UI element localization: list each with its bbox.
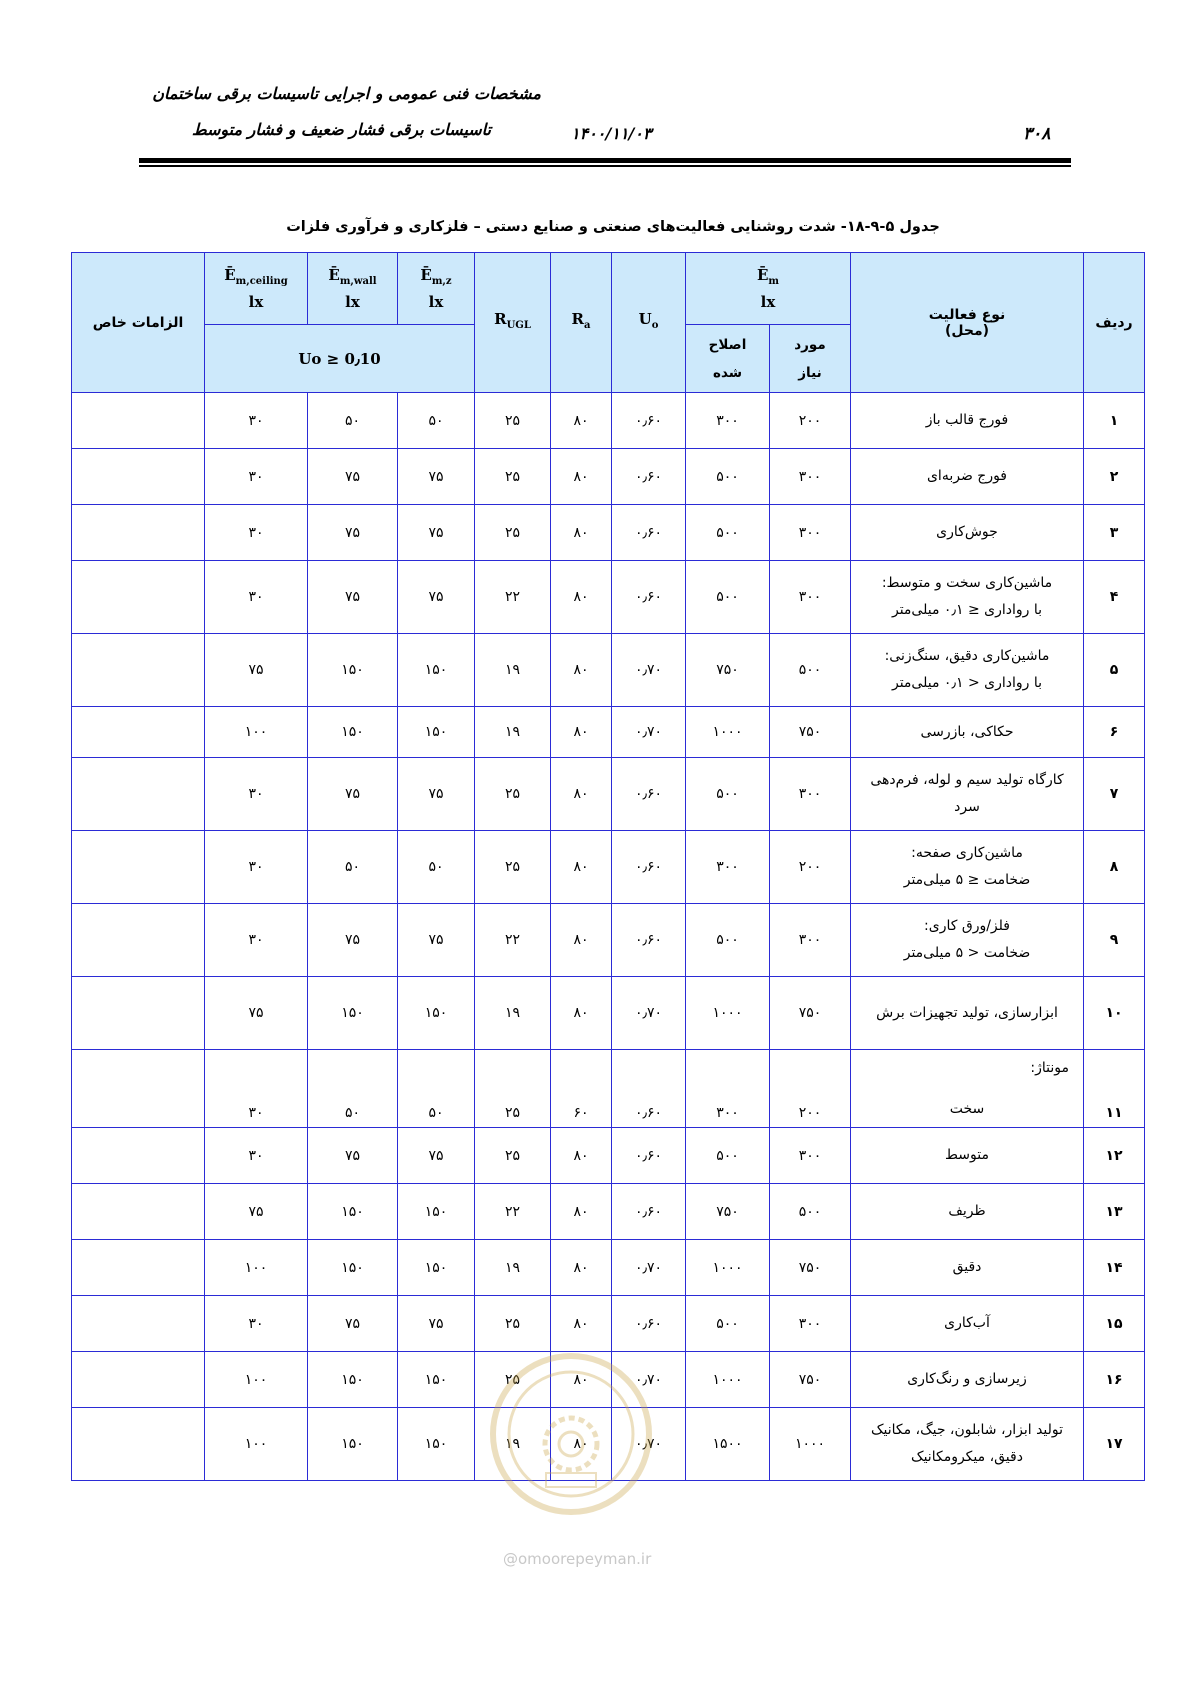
activity-cell xyxy=(851,393,1084,449)
activity-line1: ماشین‌کاری صفحه: xyxy=(911,845,1023,861)
table-row xyxy=(72,1240,1145,1296)
col-rugl-header: $R_{UGL}$ xyxy=(475,253,551,393)
table-row xyxy=(72,449,1145,505)
emz-value: ۵۰ xyxy=(398,1050,475,1128)
rugl-value: ۱۹ xyxy=(475,977,551,1050)
emz-value: ۷۵ xyxy=(398,505,475,561)
uo-value: ۰٫۷۰ xyxy=(612,1240,686,1296)
emceiling-value: ۳۰ xyxy=(205,561,308,634)
watermark-site-text: @omoorepeyman.ir xyxy=(503,1550,652,1568)
uo-value: ۰٫۶۰ xyxy=(612,831,686,904)
col-emwall-header xyxy=(308,253,398,325)
activity-cell xyxy=(851,977,1084,1050)
special-requirements xyxy=(72,977,205,1050)
special-requirements xyxy=(72,449,205,505)
ra-value: ۸۰ xyxy=(551,1184,612,1240)
ra-value: ۸۰ xyxy=(551,758,612,831)
emceiling-value: ۳۰ xyxy=(205,1296,308,1352)
ra-value: ۸۰ xyxy=(551,393,612,449)
ra-value: ۸۰ xyxy=(551,449,612,505)
activity-line2: با رواداری ≤ ۰٫۱ میلی‌متر xyxy=(891,602,1043,618)
emceiling-value: ۷۵ xyxy=(205,634,308,707)
col-em-symbol: $Ē_m$ xyxy=(756,266,780,287)
special-requirements xyxy=(72,1050,205,1128)
rugl-value: ۲۵ xyxy=(475,1296,551,1352)
emwall-value: ۱۵۰ xyxy=(308,1240,398,1296)
activity-cell xyxy=(851,449,1084,505)
emceiling-value: ۳۰ xyxy=(205,505,308,561)
rugl-value: ۲۵ xyxy=(475,1050,551,1128)
corrected-lux: ۷۵۰ xyxy=(686,1184,770,1240)
activity-line2: سرد xyxy=(954,799,980,815)
table-row xyxy=(72,1050,1145,1128)
corrected-lux: ۵۰۰ xyxy=(686,1296,770,1352)
special-requirements xyxy=(72,505,205,561)
emwall-value: ۷۵ xyxy=(308,505,398,561)
emceiling-value: ۳۰ xyxy=(205,758,308,831)
ra-value: ۸۰ xyxy=(551,904,612,977)
required-lux: ۳۰۰ xyxy=(770,904,851,977)
row-number: ۵ xyxy=(1084,634,1145,707)
emz-value: ۱۵۰ xyxy=(398,1240,475,1296)
rugl-value: ۲۵ xyxy=(475,831,551,904)
row-number: ۱۷ xyxy=(1084,1408,1145,1481)
emwall-value: ۷۵ xyxy=(308,758,398,831)
activity-line1: فورج ضربه‌ای xyxy=(926,468,1008,484)
special-requirements xyxy=(72,393,205,449)
rugl-value: ۲۵ xyxy=(475,1128,551,1184)
activity-cell xyxy=(851,1240,1084,1296)
uo-value: ۰٫۶۰ xyxy=(612,1050,686,1128)
required-lux: ۲۰۰ xyxy=(770,1050,851,1128)
table-row xyxy=(72,393,1145,449)
col-required-header xyxy=(770,325,851,393)
ra-value: ۸۰ xyxy=(551,1128,612,1184)
emwall-value: ۱۵۰ xyxy=(308,634,398,707)
activity-cell xyxy=(851,634,1084,707)
activity-cell xyxy=(851,505,1084,561)
corrected-lux: ۵۰۰ xyxy=(686,449,770,505)
emz-value: ۵۰ xyxy=(398,831,475,904)
uo-value: ۰٫۶۰ xyxy=(612,904,686,977)
uo-value: ۰٫۶۰ xyxy=(612,561,686,634)
emwall-value: ۷۵ xyxy=(308,561,398,634)
rugl-value: ۲۲ xyxy=(475,904,551,977)
emz-value: ۷۵ xyxy=(398,758,475,831)
uo-value: ۰٫۷۰ xyxy=(612,634,686,707)
header-date: ۱۴۰۰/۱۱/۰۳ xyxy=(571,124,652,143)
emwall-value: ۷۵ xyxy=(308,449,398,505)
row-number: ۱۶ xyxy=(1084,1352,1145,1408)
table-body xyxy=(72,393,1145,1481)
corrected-lux: ۵۰۰ xyxy=(686,1128,770,1184)
col-corrected-line2: شده xyxy=(712,364,743,381)
col-row-header: ردیف xyxy=(1084,253,1145,393)
row-number: ۶ xyxy=(1084,707,1145,758)
row-number: ۲ xyxy=(1084,449,1145,505)
activity-line1: ماشین‌کاری سخت و متوسط: xyxy=(881,575,1053,591)
activity-cell xyxy=(851,1050,1084,1128)
col-emz-symbol: $Ē_{m,z}$ xyxy=(420,266,452,287)
emceiling-value: ۳۰ xyxy=(205,449,308,505)
emz-value: ۱۵۰ xyxy=(398,634,475,707)
ra-value: ۸۰ xyxy=(551,1408,612,1481)
rugl-value: ۲۵ xyxy=(475,505,551,561)
emceiling-value: ۳۰ xyxy=(205,1128,308,1184)
table-caption: جدول ۵-۹-۱۸- شدت روشنایی فعالیت‌های صنعتی و صنایع دستی – فلزکاری و فرآوری فلزات xyxy=(286,219,940,235)
row-number: ۸ xyxy=(1084,831,1145,904)
row-number: ۹ xyxy=(1084,904,1145,977)
col-emz-unit: lx xyxy=(428,293,444,311)
required-lux: ۵۰۰ xyxy=(770,634,851,707)
required-lux: ۳۰۰ xyxy=(770,758,851,831)
corrected-lux: ۵۰۰ xyxy=(686,758,770,831)
col-ra-header: $R_a$ xyxy=(551,253,612,393)
required-lux: ۳۰۰ xyxy=(770,1296,851,1352)
uo-value: ۰٫۶۰ xyxy=(612,1296,686,1352)
table-row xyxy=(72,831,1145,904)
special-requirements xyxy=(72,831,205,904)
uo-value: ۰٫۷۰ xyxy=(612,1408,686,1481)
uo-value: ۰٫۷۰ xyxy=(612,1352,686,1408)
corrected-lux: ۳۰۰ xyxy=(686,1050,770,1128)
corrected-lux: ۱۰۰۰ xyxy=(686,1352,770,1408)
activity-cell xyxy=(851,1128,1084,1184)
ra-value: ۸۰ xyxy=(551,1352,612,1408)
special-requirements xyxy=(72,561,205,634)
illuminance-table xyxy=(71,252,1145,1481)
table-row xyxy=(72,1128,1145,1184)
uo-condition: Uo ≥ 0٫10 xyxy=(205,325,475,393)
table-row xyxy=(72,707,1145,758)
special-requirements xyxy=(72,1240,205,1296)
corrected-lux: ۵۰۰ xyxy=(686,505,770,561)
activity-line2: دقیق، میکرومکانیک xyxy=(911,1449,1023,1465)
special-requirements xyxy=(72,1128,205,1184)
uo-value: ۰٫۷۰ xyxy=(612,707,686,758)
uo-value: ۰٫۷۰ xyxy=(612,977,686,1050)
special-requirements xyxy=(72,758,205,831)
table-row xyxy=(72,977,1145,1050)
emceiling-value: ۱۰۰ xyxy=(205,1240,308,1296)
rugl-value: ۱۹ xyxy=(475,1408,551,1481)
emz-value: ۱۵۰ xyxy=(398,977,475,1050)
uo-value: ۰٫۶۰ xyxy=(612,1184,686,1240)
col-emceiling-header xyxy=(205,253,308,325)
emz-value: ۷۵ xyxy=(398,1128,475,1184)
corrected-lux: ۱۰۰۰ xyxy=(686,1240,770,1296)
table-row xyxy=(72,758,1145,831)
ra-value: ۸۰ xyxy=(551,634,612,707)
emwall-value: ۷۵ xyxy=(308,904,398,977)
row-number: ۱۵ xyxy=(1084,1296,1145,1352)
activity-cell xyxy=(851,1352,1084,1408)
emz-value: ۷۵ xyxy=(398,1296,475,1352)
activity-cell xyxy=(851,1296,1084,1352)
uo-value: ۰٫۶۰ xyxy=(612,505,686,561)
book-title: مشخصات فنی عمومی و اجرایی تاسیسات برقی ساختمان xyxy=(152,84,541,103)
uo-value: ۰٫۶۰ xyxy=(612,393,686,449)
ra-value: ۶۰ xyxy=(551,1050,612,1128)
rugl-value: ۲۲ xyxy=(475,561,551,634)
ra-value: ۸۰ xyxy=(551,505,612,561)
emceiling-value: ۱۰۰ xyxy=(205,707,308,758)
row-number: ۱۲ xyxy=(1084,1128,1145,1184)
row-number: ۱۱ xyxy=(1084,1050,1145,1128)
ra-value: ۸۰ xyxy=(551,707,612,758)
ra-value: ۸۰ xyxy=(551,977,612,1050)
uo-value: ۰٫۶۰ xyxy=(612,449,686,505)
col-emceiling-symbol: $Ē_{m,ceiling}$ xyxy=(224,266,288,287)
special-requirements xyxy=(72,634,205,707)
page-number: ۳۰۸ xyxy=(1023,124,1051,144)
col-emwall-unit: lx xyxy=(345,293,360,311)
emwall-value: ۱۵۰ xyxy=(308,707,398,758)
required-lux: ۷۵۰ xyxy=(770,977,851,1050)
seal-logo-watermark xyxy=(486,1349,656,1519)
header-rule-thick xyxy=(139,158,1071,163)
row-number: ۷ xyxy=(1084,758,1145,831)
activity-cell xyxy=(851,1184,1084,1240)
corrected-lux: ۳۰۰ xyxy=(686,831,770,904)
emceiling-value: ۷۵ xyxy=(205,1184,308,1240)
activity-line1: کارگاه تولید سیم و لوله، فرم‌دهی xyxy=(870,772,1064,788)
rugl-value: ۲۵ xyxy=(475,758,551,831)
activity-line1: ماشین‌کاری دقیق، سنگ‌زنی: xyxy=(884,648,1050,664)
rugl-value: ۲۵ xyxy=(475,1352,551,1408)
ra-value: ۸۰ xyxy=(551,561,612,634)
emwall-value: ۱۵۰ xyxy=(308,1184,398,1240)
activity-cell xyxy=(851,758,1084,831)
required-lux: ۱۰۰۰ xyxy=(770,1408,851,1481)
emwall-value: ۵۰ xyxy=(308,1050,398,1128)
rugl-value: ۱۹ xyxy=(475,707,551,758)
row-number: ۱۳ xyxy=(1084,1184,1145,1240)
emceiling-value: ۱۰۰ xyxy=(205,1408,308,1481)
table-row xyxy=(72,505,1145,561)
emwall-value: ۵۰ xyxy=(308,393,398,449)
emwall-value: ۵۰ xyxy=(308,831,398,904)
ra-value: ۸۰ xyxy=(551,831,612,904)
corrected-lux: ۱۰۰۰ xyxy=(686,707,770,758)
table-row xyxy=(72,1184,1145,1240)
corrected-lux: ۷۵۰ xyxy=(686,634,770,707)
col-activity-line2: (محل) xyxy=(944,322,990,339)
activity-line1: فلز/ورق کاری: xyxy=(924,918,1010,934)
emz-value: ۱۵۰ xyxy=(398,1184,475,1240)
table-row xyxy=(72,561,1145,634)
emceiling-value: ۳۰ xyxy=(205,831,308,904)
required-lux: ۷۵۰ xyxy=(770,1352,851,1408)
col-em-header xyxy=(686,253,851,325)
corrected-lux: ۳۰۰ xyxy=(686,393,770,449)
activity-line1: حکاکی، بازرسی xyxy=(920,723,1014,740)
col-uo-header: $U_o$ xyxy=(612,253,686,393)
table-row xyxy=(72,634,1145,707)
activity-line1: ابزارسازی، تولید تجهیزات برش xyxy=(876,1004,1058,1021)
emwall-value: ۱۵۰ xyxy=(308,977,398,1050)
emz-value: ۷۵ xyxy=(398,561,475,634)
activity-line2: ضخامت ≤ ۵ میلی‌متر xyxy=(903,872,1031,888)
col-required-line2: نیاز xyxy=(798,364,822,381)
activity-cell xyxy=(851,1408,1084,1481)
activity-line1: ظریف xyxy=(948,1203,986,1219)
special-requirements xyxy=(72,1408,205,1481)
emceiling-value: ۳۰ xyxy=(205,904,308,977)
emwall-value: ۱۵۰ xyxy=(308,1408,398,1481)
emceiling-value: ۳۰ xyxy=(205,393,308,449)
col-emceiling-unit: lx xyxy=(248,293,264,311)
emz-value: ۱۵۰ xyxy=(398,707,475,758)
col-special-header: الزامات خاص xyxy=(72,253,205,393)
corrected-lux: ۱۰۰۰ xyxy=(686,977,770,1050)
rugl-value: ۱۹ xyxy=(475,1240,551,1296)
special-requirements xyxy=(72,1184,205,1240)
section-title: تاسیسات برقی فشار ضعیف و فشار متوسط xyxy=(191,120,491,139)
activity-line1: متوسط xyxy=(945,1147,989,1163)
activity-cell xyxy=(851,904,1084,977)
row-number: ۳ xyxy=(1084,505,1145,561)
activity-line1: آب‌کاری xyxy=(944,1315,990,1331)
uo-value: ۰٫۶۰ xyxy=(612,1128,686,1184)
row-number: ۱۴ xyxy=(1084,1240,1145,1296)
emwall-value: ۷۵ xyxy=(308,1128,398,1184)
emceiling-value: ۷۵ xyxy=(205,977,308,1050)
rugl-value: ۱۹ xyxy=(475,634,551,707)
col-required-line1: مورد xyxy=(794,336,826,353)
uo-value: ۰٫۶۰ xyxy=(612,758,686,831)
activity-cell xyxy=(851,561,1084,634)
activity-line1: جوش‌کاری xyxy=(936,524,998,540)
required-lux: ۳۰۰ xyxy=(770,505,851,561)
required-lux: ۳۰۰ xyxy=(770,1128,851,1184)
activity-line1: زیرسازی و رنگ‌کاری xyxy=(907,1371,1027,1387)
col-activity-header xyxy=(851,253,1084,393)
col-emz-header xyxy=(398,253,475,325)
col-corrected-header xyxy=(686,325,770,393)
required-lux: ۲۰۰ xyxy=(770,393,851,449)
required-lux: ۲۰۰ xyxy=(770,831,851,904)
corrected-lux: ۵۰۰ xyxy=(686,904,770,977)
emceiling-value: ۳۰ xyxy=(205,1050,308,1128)
required-lux: ۳۰۰ xyxy=(770,449,851,505)
emwall-value: ۷۵ xyxy=(308,1296,398,1352)
col-emwall-symbol: $Ē_{m,wall}$ xyxy=(328,266,377,287)
row-number: ۱ xyxy=(1084,393,1145,449)
required-lux: ۵۰۰ xyxy=(770,1184,851,1240)
activity-line1: تولید ابزار، شابلون، جیگ، مکانیک xyxy=(870,1422,1064,1438)
required-lux: ۳۰۰ xyxy=(770,561,851,634)
col-em-unit: lx xyxy=(760,293,776,311)
activity-line1: سخت xyxy=(949,1100,985,1117)
activity-line1: دقیق xyxy=(952,1259,982,1275)
activity-line2: ضخامت < ۵ میلی‌متر xyxy=(903,945,1031,961)
rugl-value: ۲۵ xyxy=(475,393,551,449)
row-number: ۱۰ xyxy=(1084,977,1145,1050)
special-requirements xyxy=(72,1352,205,1408)
table-row xyxy=(72,1296,1145,1352)
table-head xyxy=(72,253,1145,393)
emwall-value: ۱۵۰ xyxy=(308,1352,398,1408)
emz-value: ۱۵۰ xyxy=(398,1408,475,1481)
corrected-lux: ۵۰۰ xyxy=(686,561,770,634)
special-requirements xyxy=(72,707,205,758)
emz-value: ۷۵ xyxy=(398,449,475,505)
row-number: ۴ xyxy=(1084,561,1145,634)
activity-cell xyxy=(851,707,1084,758)
emceiling-value: ۱۰۰ xyxy=(205,1352,308,1408)
special-requirements xyxy=(72,904,205,977)
activity-line2: با رواداری < ۰٫۱ میلی‌متر xyxy=(891,675,1043,691)
emz-value: ۵۰ xyxy=(398,393,475,449)
activity-line1: فورج قالب باز xyxy=(925,412,1009,428)
required-lux: ۷۵۰ xyxy=(770,707,851,758)
emz-value: ۱۵۰ xyxy=(398,1352,475,1408)
corrected-lux: ۱۵۰۰ xyxy=(686,1408,770,1481)
col-corrected-line1: اصلاح xyxy=(708,336,747,353)
special-requirements xyxy=(72,1296,205,1352)
rugl-value: ۲۲ xyxy=(475,1184,551,1240)
required-lux: ۷۵۰ xyxy=(770,1240,851,1296)
emz-value: ۷۵ xyxy=(398,904,475,977)
ra-value: ۸۰ xyxy=(551,1296,612,1352)
col-activity-line1: نوع فعالیت xyxy=(928,306,1006,323)
table-row xyxy=(72,904,1145,977)
activity-cell xyxy=(851,831,1084,904)
rugl-value: ۲۵ xyxy=(475,449,551,505)
assembly-heading: مونتاژ: xyxy=(1030,1059,1069,1076)
header-rule-thin xyxy=(139,165,1071,167)
ra-value: ۸۰ xyxy=(551,1240,612,1296)
